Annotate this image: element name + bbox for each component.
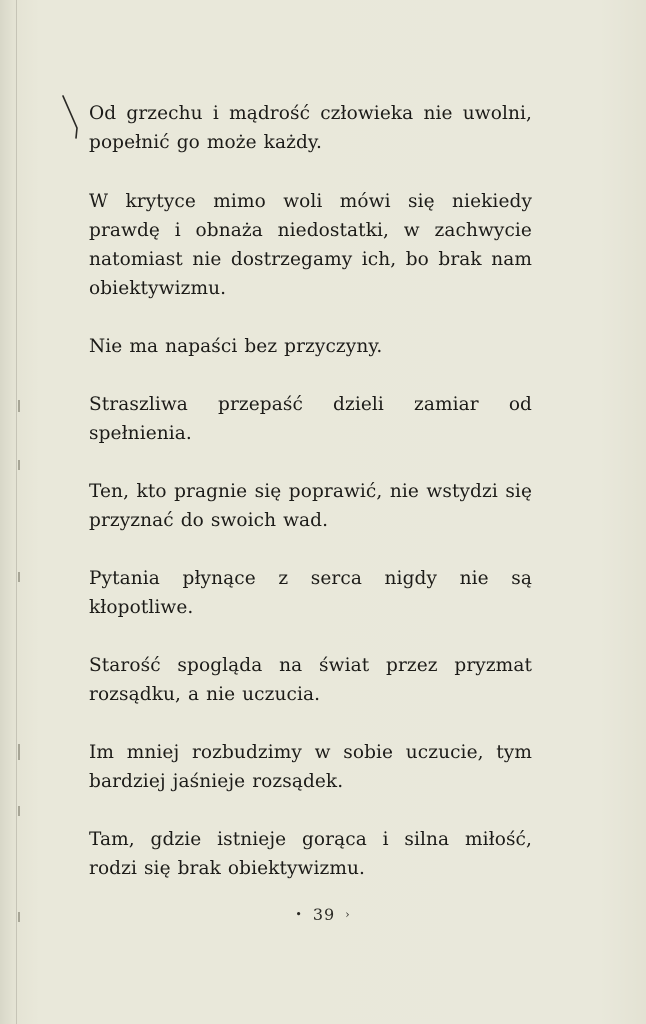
aphorism-paragraph: Starość spogląda na świat przez pryzmat rozsądku, a nie uczucia. xyxy=(89,655,532,705)
aphorism-paragraph: Tam, gdzie istnieje gorąca i silna miłość, rodzi się brak obiektywizmu. xyxy=(89,829,532,879)
ornament-right: › xyxy=(345,908,351,921)
aphorism-paragraph: W krytyce mimo woli mówi się niekiedy prawdę i obnaża niedostatki, w zachwycie natomiast nie dostrzegamy ich, bo brak nam obiektywizmu. xyxy=(89,191,532,299)
aphorism-paragraph: Straszliwa przepaść dzieli zamiar od spełnienia. xyxy=(89,394,532,444)
text-body xyxy=(89,99,532,883)
aphorism-paragraph: Pytania płynące z serca nigdy nie są kłopotliwe. xyxy=(89,568,532,618)
ornament-left: • xyxy=(295,908,303,921)
handwritten-margin-stroke xyxy=(63,96,77,138)
aphorism-paragraph: Od grzechu i mądrość człowieka nie uwolni, popełnić go może każdy. xyxy=(89,103,532,153)
page-number-footer xyxy=(0,905,646,924)
page-number: 39 xyxy=(312,905,336,924)
aphorism-paragraph: Nie ma napaści bez przyczyny. xyxy=(89,336,383,357)
aphorism-paragraph: Im mniej rozbudzimy w sobie uczucie, tym bardziej jaśnieje rozsądek. xyxy=(89,742,532,792)
aphorism-paragraph: Ten, kto pragnie się poprawić, nie wstydzi się przyznać do swoich wad. xyxy=(89,481,532,531)
